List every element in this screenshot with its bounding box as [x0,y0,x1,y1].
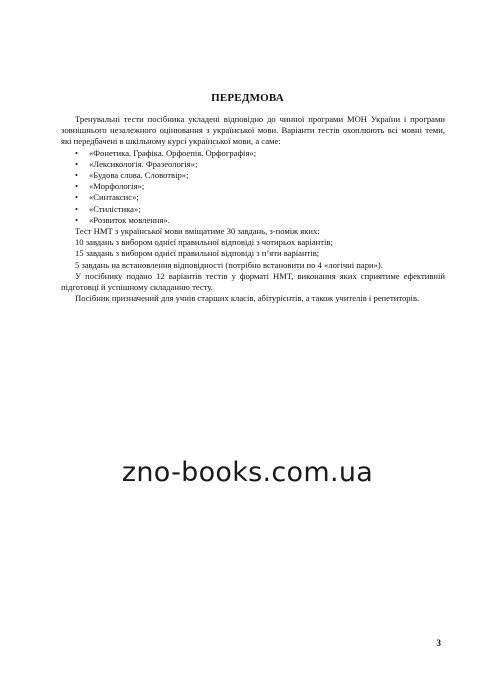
bullet-icon: • [75,158,79,169]
task-line: 5 завдань на встановлення відповідності (потрібно встановити по 4 «логічні пари»). [75,259,383,270]
task-line: 10 завдань з вибором однієї правильної відповіді з чотирьох варіантів; [75,237,333,248]
list-item: • «Стилістика»; [75,203,141,214]
list-item: • «Будова слова. Словотвір»; [75,170,189,181]
bullet-icon: • [75,203,79,214]
list-item: • «Фонетика. Графіка. Орфоепія. Орфографія»; [75,147,257,158]
bullet-icon: • [75,147,79,158]
bullet-icon: • [75,214,79,225]
page-title: ПЕРЕДМОВА [211,92,284,104]
list-item: • «Морфологія»; [75,181,145,192]
bullet-icon: • [75,170,79,181]
page-number: 3 [436,638,441,648]
intro-paragraph: Тренувальні тести посібника укладені відповідно до чинної програми МОН України і програми зовнішнього незалежного оцінювання з української мови. Варіанти тестів охоплюють всі мовні теми, які передбачені в шкільному курсі української мови, а саме: [61,114,445,147]
watermark-text: zno-books.com.ua [121,457,374,488]
preface-body [61,114,445,304]
test-intro-line: Тест НМТ з української мови вміщатиме 30 завдань, з-поміж яких: [75,226,320,237]
variants-paragraph: У посібнику подано 12 варіантів тестів у форматі НМТ, виконання яких сприятиме ефективній підготовці й успішному складанню тесту. [61,270,445,293]
list-item: • «Синтаксис»; [75,192,139,203]
task-line: 15 завдань з вибором однієї правильної відповіді з п’яти варіантів; [75,248,320,259]
bullet-icon: • [75,192,79,203]
list-item: • «Лексикологія. Фразеологія»; [75,158,198,169]
topics-list [61,148,445,226]
list-item: • «Розвиток мовлення». [75,214,170,225]
audience-paragraph: Посібник призначений для учнів старших класів, абітурієнтів, а також учителів і репетиторів. [75,293,420,304]
bullet-icon: • [75,181,79,192]
